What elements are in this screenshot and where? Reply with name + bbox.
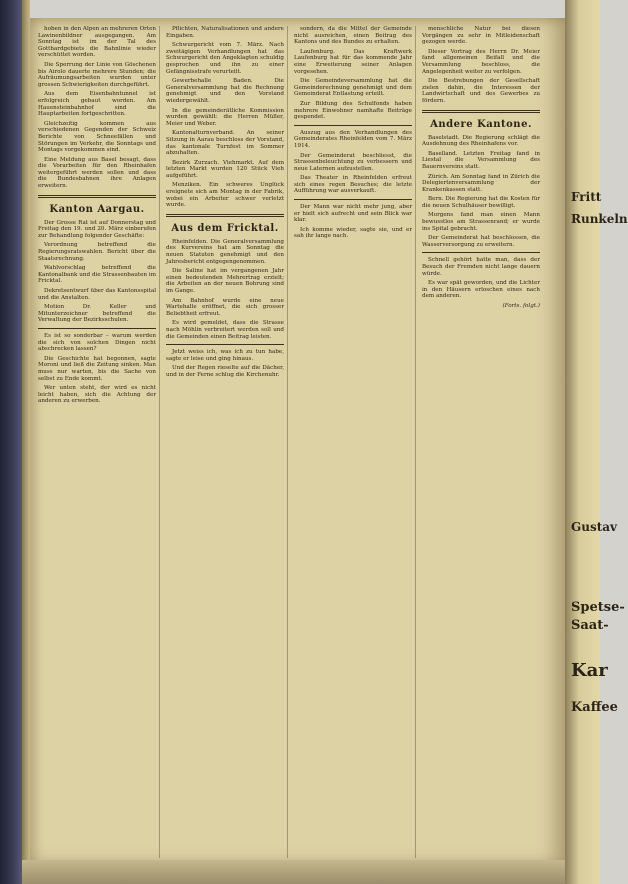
paragraph: Motion Dr. Keller und Mitunterzeichner betreffend die Verwaltung der Bezirksschulen.	[38, 304, 156, 324]
paragraph: hoben in den Alpen an mehreren Orten Lawinenbildner ausgegangen. Am Sonntag ist im der Tal des Gotthardgebiets die Bahnlinie wieder verschüttet worden.	[38, 26, 156, 59]
paragraph: In die gemeinderätliche Kommission wurden gewählt: die Herren Müller, Meier und Weber.	[166, 107, 284, 127]
paragraph: Baselstadt. Die Regierung schlägt die Ausdehnung des Rheinhafens vor.	[422, 134, 540, 148]
paragraph: sondern, da die Mittel der Gemeinde nicht ausreichen, einen Beitrag des Kantons und des Bundes zu erhalten.	[294, 26, 412, 46]
paragraph: Verordnung betreffend die Regierungsratswahlen. Bericht über die Staatsrechnung.	[38, 242, 156, 262]
divider	[166, 214, 284, 217]
paragraph: Pflichten, Naturalisationen und andere Eingaben.	[166, 26, 284, 39]
paragraph: Schnell gehört hatte man, dass der Besuch der Fremden nicht lange dauern würde.	[422, 257, 540, 277]
book-binding	[0, 0, 22, 884]
masthead-fragment: Gustav	[571, 520, 618, 534]
ad-fragment: Kaffee	[571, 700, 618, 715]
divider	[38, 328, 156, 329]
paragraph: Wer unten steht, der wird es nicht leicht haben, sich die Achtung der anderen zu erwerben.	[38, 385, 156, 405]
ad-fragment: Saat-	[571, 618, 609, 633]
paragraph: Morgens fand man einen Mann bewusstlos am Strassenrand; er wurde ins Spital gebracht.	[422, 212, 540, 232]
paragraph: Der Gemeinderat hat beschlossen, die Wasserversorgung zu erweitern.	[422, 235, 540, 248]
paragraph: Gewerbehalle Baden. Die Generalversammlung hat die Rechnung genehmigt und den Vorstand wiedergewählt.	[166, 78, 284, 104]
paragraph: Die Geschichte hat begonnen, sagte Moroni und ließ die Zeitung sinken. Man muss nur warten, bis die Sache von selbst zu Ende kommt.	[38, 355, 156, 382]
masthead-fragment: Runkeln	[571, 212, 628, 226]
paragraph: Der Gemeinderat beschliesst, die Strassenbeleuchtung zu verbessern und neue Laternen aufzustellen.	[294, 152, 412, 172]
newspaper-page	[30, 18, 565, 866]
continuation-note: (Forts. folgt.)	[502, 303, 540, 309]
paragraph: Jetzt weiss ich, was ich zu tun habe, sagte er leise und ging hinaus.	[166, 349, 284, 362]
paragraph: Ich komme wieder, sagte sie, und er sah ihr lange nach.	[294, 226, 412, 240]
divider	[38, 195, 156, 198]
paragraph: Aus dem Eisenbahntunnel ist erfolgreich gebaut worden. Am Hauensteinbahnhof sind die Hauptarbeiten fortgeschritten.	[38, 91, 156, 118]
paragraph: Auszug aus den Verhandlungen des Gemeinderates Rheinfelden vom 7. März 1914.	[294, 129, 412, 149]
paragraph: Die Saline hat im vergangenen Jahr einen bedeutenden Mehrertrag erzielt; die Arbeiten an der neuen Bohrung sind im Gange.	[166, 268, 284, 294]
paragraph: Es war spät geworden, und die Lichter in den Häusern erloschen eines nach dem anderen.	[422, 280, 540, 300]
page-bottom-edge	[22, 860, 582, 884]
binding-edge	[22, 0, 30, 884]
paragraph: Laufenburg. Das Kraftwerk Laufenburg hat für das kommende Jahr eine Erweiterung seiner Anlagen vorgesehen.	[294, 48, 412, 75]
column-4	[422, 26, 543, 858]
paragraph: Zürich. Am Sonntag fand in Zürich die Delegiertenversammlung der Krankenkassen statt.	[422, 173, 540, 193]
paragraph: Schwurgericht vom 7. März. Nach zweitägigen Verhandlungen hat das Schwurgericht den Angeklagten schuldig gesprochen und ihn zu einer Gefängnisstrafe verurteilt.	[166, 42, 284, 75]
paragraph: Die Gemeindeversammlung hat die Gemeinderechnung genehmigt und dem Gemeinderat Entlastung erteilt.	[294, 78, 412, 98]
ad-fragment: Spetse-	[571, 600, 625, 615]
paragraph: Der Grosse Rat ist auf Donnerstag und Freitag den 19. und 20. März einberufen zur Behandlung folgender Geschäfte:	[38, 219, 156, 239]
paragraph: Eine Meldung aus Basel besagt, dass die Vorarbeiten für den Rheinhafen weitergeführt werden sollen und dass die Bundesbahnen ihre Anlagen erweitern.	[38, 156, 156, 190]
paragraph: Zur Bildung des Schulfonds haben mehrere Einwohner namhafte Beiträge gespendet.	[294, 100, 412, 121]
paragraph: Menziken. Ein schweres Unglück ereignete sich am Montag in der Fabrik, wobei ein Arbeiter schwer verletzt wurde.	[166, 182, 284, 209]
paragraph: Es wird gemeldet, dass die Strasse nach Möhlin verbreitert werden soll und die Gemeinden einen Beitrag leisten.	[166, 320, 284, 340]
column-2	[166, 26, 288, 858]
ad-fragment: Kar	[571, 660, 608, 681]
paragraph: Rheinfelden. Die Generalversammlung des Kurvereins hat am Sonntag die neuen Statuten genehmigt und den Jahresbericht entgegengenommen.	[166, 238, 284, 265]
section-heading: Andere Kantone.	[430, 118, 532, 130]
paragraph: Die Sperrung der Linie von Göschenen bis Airolo dauerte mehrere Stunden; die Aufräumungsarbeiten wurden unter grossen Schwierigkeiten durchgeführt.	[38, 61, 156, 88]
divider	[422, 110, 540, 113]
paragraph: Gleichzeitig kommen aus verschiedenen Gegenden der Schweiz Berichte von Schneefällen und Störungen im Verkehr, die Sonntags und Montags vorgekommen sind.	[38, 120, 156, 154]
masthead-fragment: Fritt	[571, 190, 602, 204]
section-heading: Kanton Aargau.	[49, 203, 145, 215]
divider	[294, 199, 412, 200]
paragraph: Baselland. Letzten Freitag fand in Liestal die Versammlung des Bauernvereins statt.	[422, 150, 540, 170]
column-3	[294, 26, 416, 858]
paragraph: Dekretsentwurf über das Kantonsspital und die Anstalten.	[38, 288, 156, 301]
divider	[166, 344, 284, 345]
section-heading: Aus dem Fricktal.	[171, 222, 279, 234]
paragraph: Das Theater in Rheinfelden erfreut sich eines regen Besuches; die letzte Aufführung war ausverkauft.	[294, 175, 412, 195]
paragraph: Wahlvorschlag betreffend die Kantonalbank und die Strassenbauten im Fricktal.	[38, 265, 156, 285]
paragraph: Bezirk Zurzach. Viehmarkt. Auf dem letzten Markt wurden 120 Stück Vieh aufgeführt.	[166, 159, 284, 179]
paragraph: Bern. Die Regierung hat die Kosten für die neuen Schulhäuser bewilligt.	[422, 196, 540, 209]
adjacent-page	[565, 0, 628, 884]
paragraph: Kantonalturnverband. An seiner Sitzung in Aarau beschloss der Vorstand, das kantonale Turnfest im Sommer abzuhalten.	[166, 130, 284, 157]
paragraph: Am Bahnhof wurde eine neue Wartehalle eröffnet, die sich grosser Beliebtheit erfreut.	[166, 297, 284, 317]
columns-container	[38, 26, 543, 858]
paragraph: Die Bestrebungen der Gesellschaft zielen dahin, die Interessen der Landwirtschaft und des Gewerbes zu fördern.	[422, 78, 540, 104]
paragraph: Und der Regen rieselte auf die Dächer, und in der Ferne schlug die Kirchenuhr.	[166, 365, 284, 378]
column-1	[38, 26, 160, 858]
divider	[294, 125, 412, 126]
paragraph: Dieser Vortrag des Herrn Dr. Meier fand allgemeinen Beifall und die Versammlung beschloss, die Angelegenheit weiter zu verfolgen.	[422, 48, 540, 75]
paragraph: menschliche Natur bei diesen Vorgängen zu sehr in Mitleidenschaft gezogen werde.	[422, 26, 540, 46]
paragraph: Es ist so sonderbar – warum werden die sich von solchen Dingen nicht abschrecken lassen?	[38, 332, 156, 353]
column-1-intro	[38, 26, 156, 190]
divider	[422, 252, 540, 253]
paragraph: Der Mann war nicht mehr jung, aber er hielt sich aufrecht und sein Blick war klar.	[294, 204, 412, 224]
